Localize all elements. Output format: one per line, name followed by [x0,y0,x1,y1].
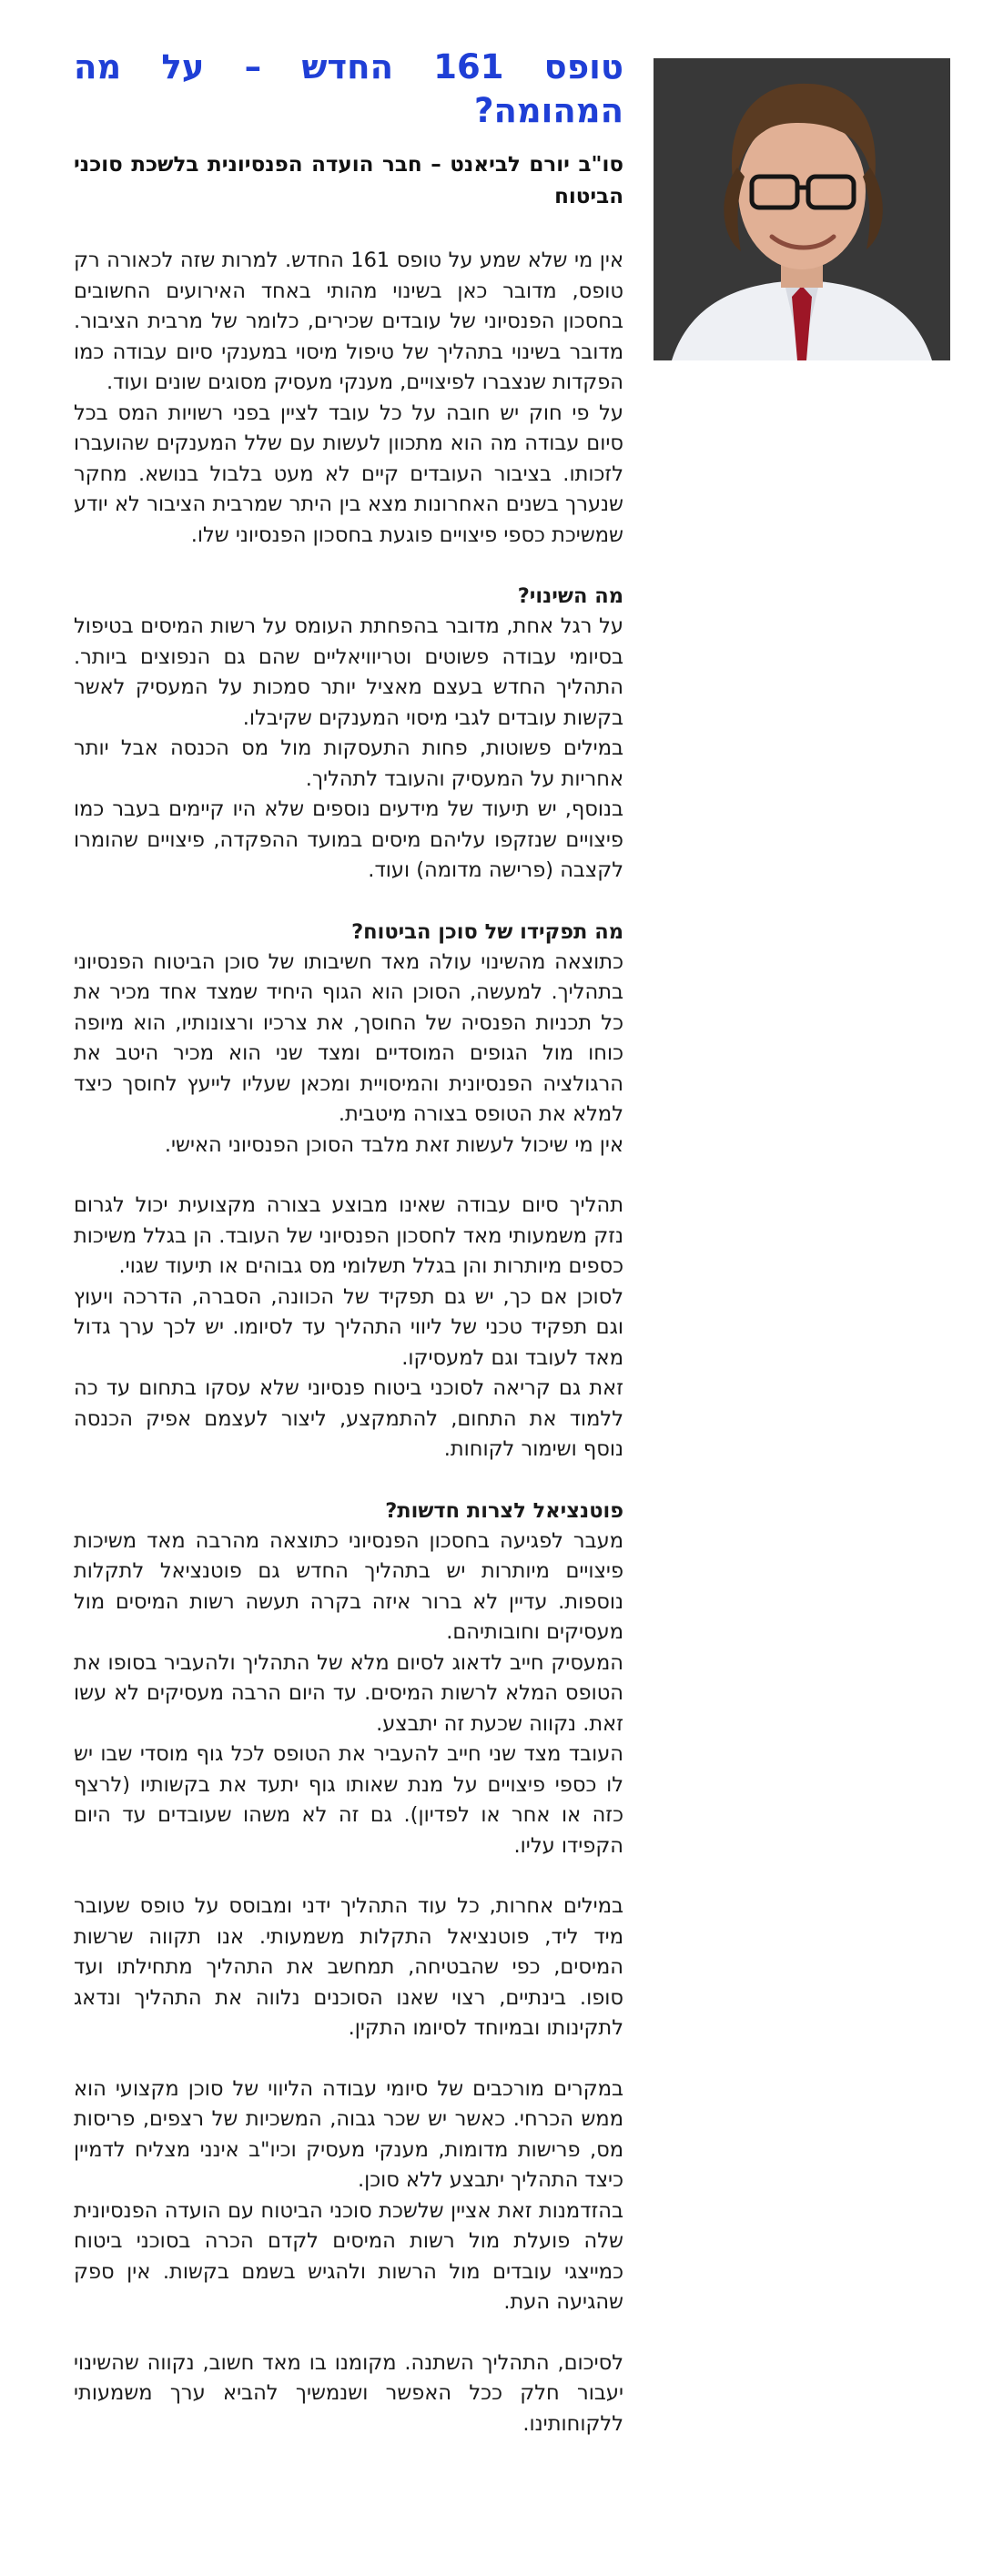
paragraph: במקרים מורכבים של סיומי עבודה הליווי של סוכן מקצועי הוא ממש הכרחי. כאשר יש שכר גבוה, המשכיות של רצפים, פריסות מס, פרישות מדומות, מענקי מעסיק וכיו"ב אינני מצליח לדמיין כיצד התהליך יתבצע ללא סוכן. [74,2076,623,2192]
paragraph: בהזדמנות זאת אציין שלשכת סוכני הביטוח עם הועדה הפנסיונית שלה פועלת מול רשות המיסים לקדם הכרה בסוכני ביטוח כמייצגי עובדים מול הרשות ולהגיש בשמם בקשות. אין ספק שהגיעה העת. [74,2198,623,2314]
paragraph: במילים אחרות, כל עוד התהליך ידני ומבוסס על טופס שעובר מיד ליד, פוטנציאל התקלות משמעותי. אנו תקווה שרשות המיסים, כפי שהבטיחה, תמחשב את התהליך מתחילתו ועד סופו. בינתיים, רצוי שאנו הסוכנים נלווה את התהליך ונדאג לתקינותו ובמיוחד לסיומו התקין. [74,1894,623,2040]
section-heading: פוטנציאל לצרות חדשות? [385,1498,623,1523]
conclusion-paragraph: לסיכום, התהליך השתנה. מקומנו בו מאד חשוב, נקווה שהשינוי יעבור חלק ככל האפשר ושנמשיך להביא ערך משמעותי ללקוחותינו. [74,2350,623,2436]
paragraph: לסוכן אם כך, יש גם תפקיד של הכוונה, הסברה, הדרכה ויעוץ וגם תפקיד טכני של ליווי התהליך עד לסיומו. יש לכך ערך גדול מאד לעובד וגם למעסיקו. [74,1284,623,1370]
paragraph: המעסיק חייב לדאוג לסיום מלא של התהליך ולהעביר בסופו את הטופס המלא לרשות המיסים. עד היום הרבה מעסיקים לא עשו זאת. נקווה שכעת זה יתבצע. [74,1650,623,1736]
portrait-illustration [654,58,950,360]
article-title: טופס 161 החדש – על מה המהומה? [74,47,623,130]
section-heading: מה השינוי? [517,584,623,608]
paragraph: אין מי שלא שמע על טופס 161 החדש. למרות שזה לכאורה רק טופס, מדובר כאן בשינוי מהותי באחד האירועים החשובים בחסכון הפנסיוני של עובדים שכירים, כלומר של מרבית הציבור. מדובר בשינוי בתהליך של טיפול מיסוי במענקי סיום עבודה כמו הפקדות שנצברו לפיצויים, מענקי מעסיק מסוגים שונים ועוד. [74,248,623,394]
paragraph: תהליך סיום עבודה שאינו מבוצע בצורה מקצועית יכול לגרום נזק משמעותי מאד לחסכון הפנסיוני של העובד. הן בגלל משיכות כספים מיותרות והן בגלל תשלומי מס גבוהים או תיעוד שגוי. [74,1193,623,1278]
paragraph: העובד מצד שני חייב להעביר את הטופס לכל גוף מוסדי שבו יש לו כספי פיצויים על מנת שאותו גוף יתעד את בקשותיו (לרצף כזה או אחר או לפדיון). גם זה לא משהו שעובדים עד היום הקפידו עליו. [74,1742,623,1858]
paragraph: אין מי שיכול לעשות זאת מלבד הסוכן הפנסיוני האישי. [164,1132,623,1157]
section-heading: מה תפקידו של סוכן הביטוח? [351,919,623,944]
paragraph: במילים פשוטות, פחות התעסקות מול מס הכנסה אבל יותר אחריות על המעסיק והעובד לתהליך. [74,736,623,791]
spacer [74,887,623,917]
paragraph: זאת גם קריאה לסוכני ביטוח פנסיוני שלא עסקו בתחום עד כה ללמוד את התחום, להתמקצע, ליצור לעצמם אפיק הכנסה נוסף ושימור לקוחות. [74,1376,623,1461]
spacer [74,1161,623,1191]
paragraph: כתוצאה מהשינוי עולה מאד חשיבותו של סוכן הביטוח הפנסיוני בתהליך. למעשה, הסוכן הוא הגוף היחיד שמצד אחד מכיר את כל תכניות הפנסיה של החוסך, את צרכיו ורצונותיו, הוא מיופה כוחו מול הגופים המוסדיים ומצד שני הוא מכיר היטב את הרגולציה הפנסיונית והמיסויית ומכאן שעליו לייעץ לחוסך כיצד למלא את הטופס בצורה מיטבית. [74,949,623,1126]
author-photo [654,58,950,360]
spacer [74,1861,623,1891]
author-byline: סו"ב יורם לביאנט – חבר הועדה הפנסיונית בלשכת סוכני הביטוח [74,153,623,208]
spacer [74,2044,623,2074]
paragraph: על רגל אחת, מדובר בהפחתת העומס על רשות המיסים בטיפול בסיומי עבודה פשוטים וטריוויאליים שהם גם הנפוצים ביותר. התהליך החדש בעצם מאציל יותר סמכות על המעסיק לאשר בקשות עובדים לגבי מיסוי המענקים שקיבלו. [74,614,623,730]
paragraph: על פי חוק יש חובה על כל עובד לציין בפני רשויות המס בכל סיום עבודה מה הוא מתכוון לעשות עם שלל המענקים שהועברו לזכותו. בציבור העובדים קיים לא מעט בלבול בנושא. מחקר שנערך בשנים האחרונות מצא בין היתר שמרבית הציבור לא יודע שמשיכת כספי פיצויים פוגעת בחסכון הפנסיוני שלו. [74,401,623,547]
spacer [74,2318,623,2348]
paragraph: מעבר לפגיעה בחסכון הפנסיוני כתוצאה מהרבה מאד משיכות פיצויים מיותרות יש בתהליך החדש גם פוטנציאל לתקלות נוספות. עדיין לא ברור איזה בקרה תעשה רשות המיסים מול מעסיקים וחובותיהם. [74,1528,623,1644]
spacer [74,1465,623,1496]
article-content [74,46,623,2439]
spacer [74,551,623,581]
paragraph: בנוסף, יש תיעוד של מידעים נוספים שלא היו קיימים בעבר כמו פיצויים שנזקפו עליהם מיסים במועד ההפקדה, פיצויים שהומרו לקצבה (פרישה מדומה) ועוד. [74,797,623,882]
